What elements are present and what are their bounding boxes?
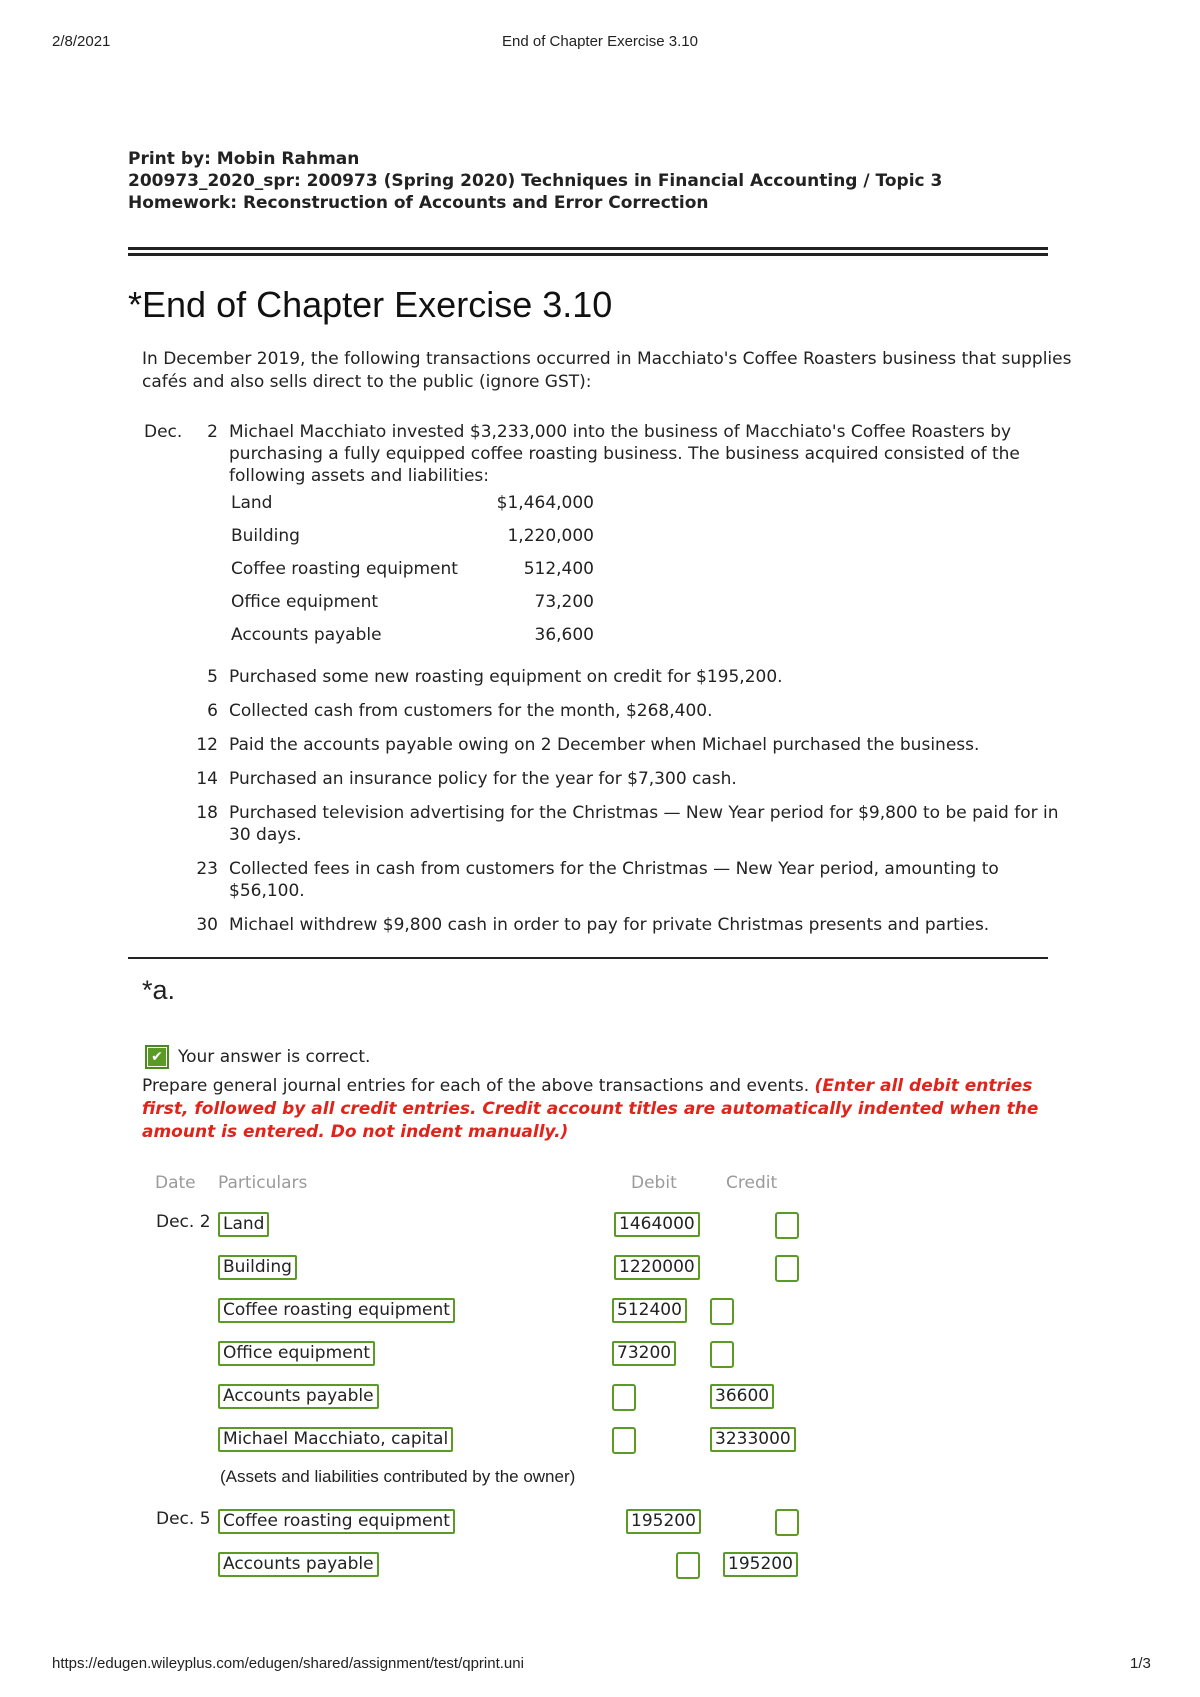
debit-field[interactable] [676, 1552, 700, 1579]
transaction-text: Purchased some new roasting equipment on credit for $195,200. [229, 667, 783, 687]
credit-field[interactable] [710, 1298, 734, 1325]
account-field[interactable]: Building [218, 1255, 297, 1280]
column-header-particulars: Particulars [218, 1173, 308, 1193]
asset-amount: 73,200 [534, 592, 594, 612]
credit-field[interactable] [710, 1341, 734, 1368]
exercise-title: *End of Chapter Exercise 3.10 [128, 284, 613, 325]
page-url[interactable]: https://edugen.wileyplus.com/edugen/shared/assignment/test/qprint.uni [52, 1655, 524, 1672]
correct-check-icon: ✔ [145, 1045, 169, 1069]
asset-name: Coffee roasting equipment [231, 559, 458, 579]
transaction-day: 30 [196, 915, 218, 935]
asset-name: Building [231, 526, 300, 546]
asset-name: Accounts payable [231, 625, 382, 645]
intro-text: In December 2019, the following transactions occurred in Macchiato's Coffee Roasters business that supplies cafés and also sells direct to the public (ignore GST): [142, 349, 1072, 392]
section-divider [128, 957, 1048, 959]
transaction-text: Purchased television advertising for the Christmas — New Year period for $9,800 to be paid for in 30 days. [229, 803, 1059, 845]
asset-name: Land [231, 493, 273, 513]
instruction-red-text: (Enter all debit entries first, followed by all credit entries. Credit account titles are automatically indented when the amount is entered. Do not indent manually.) [142, 1076, 1039, 1142]
instruction-text: Prepare general journal entries for each of the above transactions and events. [142, 1076, 815, 1096]
course-line: 200973_2020_spr: 200973 (Spring 2020) Techniques in Financial Accounting / Topic 3 [128, 171, 943, 191]
print-page-title: End of Chapter Exercise 3.10 [502, 33, 698, 50]
instructions [142, 1075, 1062, 1144]
transaction-day: 6 [207, 701, 218, 721]
credit-field[interactable] [775, 1212, 799, 1239]
entry-note: (Assets and liabilities contributed by the owner) [220, 1467, 576, 1486]
column-header-debit: Debit [631, 1173, 677, 1193]
account-field[interactable]: Coffee roasting equipment [218, 1509, 455, 1534]
transaction-day: 23 [196, 859, 218, 879]
account-field[interactable]: Office equipment [218, 1341, 375, 1366]
asset-name: Office equipment [231, 592, 379, 612]
transaction-day: 12 [196, 735, 218, 755]
homework-line: Homework: Reconstruction of Accounts and Error Correction [128, 193, 709, 213]
account-field[interactable]: Michael Macchiato, capital [218, 1427, 453, 1452]
part-a-label: *a. [142, 975, 176, 1005]
transaction-day: 2 [207, 422, 218, 442]
transaction-text: Michael Macchiato invested $3,233,000 into the business of Macchiato's Coffee Roasters by purchasing a fully equipped coffee roasting business. The business acquired consisted of the following assets and liabilities: [229, 422, 1020, 486]
credit-field[interactable] [775, 1509, 799, 1536]
credit-field[interactable]: 3233000 [710, 1427, 796, 1452]
asset-amount: 1,220,000 [507, 526, 594, 546]
account-field[interactable]: Accounts payable [218, 1552, 379, 1577]
transaction-day: 14 [196, 769, 218, 789]
asset-amount: $1,464,000 [496, 493, 594, 513]
account-field[interactable]: Accounts payable [218, 1384, 379, 1409]
answer-status: Your answer is correct. [178, 1047, 371, 1067]
credit-field[interactable]: 195200 [723, 1552, 798, 1577]
asset-amount: 512,400 [523, 559, 594, 579]
debit-field[interactable]: 512400 [612, 1298, 687, 1323]
entry-date: Dec. 2 [156, 1212, 211, 1232]
double-divider [128, 247, 1048, 256]
month-label: Dec. [144, 422, 183, 442]
transaction-text: Paid the accounts payable owing on 2 December when Michael purchased the business. [229, 735, 980, 755]
credit-field[interactable]: 36600 [710, 1384, 774, 1409]
debit-field[interactable]: 73200 [612, 1341, 676, 1366]
debit-field[interactable] [612, 1427, 636, 1454]
print-date: 2/8/2021 [52, 33, 111, 50]
debit-field[interactable]: 1220000 [614, 1255, 700, 1280]
transaction-text: Michael withdrew $9,800 cash in order to pay for private Christmas presents and parties. [229, 915, 990, 935]
debit-field[interactable]: 195200 [626, 1509, 701, 1534]
column-header-credit: Credit [726, 1173, 778, 1193]
column-header-date: Date [155, 1173, 196, 1193]
asset-amount: 36,600 [534, 625, 594, 645]
account-field[interactable]: Coffee roasting equipment [218, 1298, 455, 1323]
print-by: Print by: Mobin Rahman [128, 149, 360, 169]
account-field[interactable]: Land [218, 1212, 269, 1237]
transaction-text: Purchased an insurance policy for the year for $7,300 cash. [229, 769, 737, 789]
print-info [128, 148, 942, 214]
page-number: 1/3 [1130, 1655, 1151, 1672]
credit-field[interactable] [775, 1255, 799, 1282]
transaction-text: Collected fees in cash from customers for the Christmas — New Year period, amounting to $56,100. [229, 859, 999, 901]
debit-field[interactable]: 1464000 [614, 1212, 700, 1237]
debit-field[interactable] [612, 1384, 636, 1411]
transaction-day: 18 [196, 803, 218, 823]
transaction-day: 5 [207, 667, 218, 687]
transaction-text: Collected cash from customers for the month, $268,400. [229, 701, 713, 721]
entry-date: Dec. 5 [156, 1509, 211, 1529]
